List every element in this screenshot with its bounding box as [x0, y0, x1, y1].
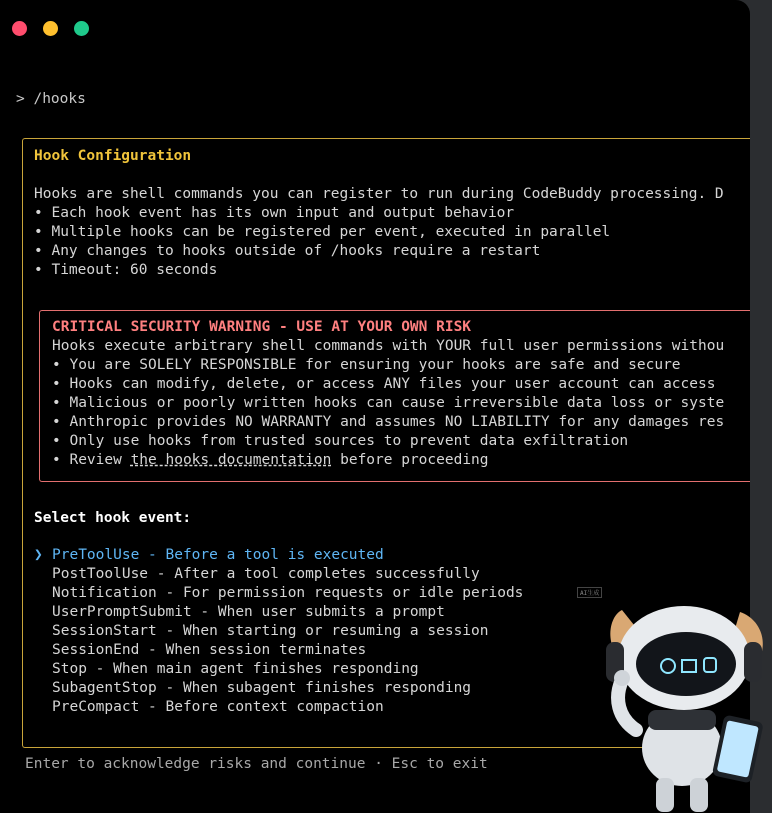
warning-title: CRITICAL SECURITY WARNING - USE AT YOUR OWN RISK — [52, 319, 472, 335]
hook-event-option[interactable]: SubagentStop - When subagent finishes responding — [52, 680, 472, 696]
warning-bullet: • Hooks can modify, delete, or access ANY files your user account can access — [52, 376, 716, 392]
hook-event-option[interactable]: SessionEnd - When session terminates — [52, 642, 367, 658]
info-bullet: • Each hook event has its own input and output behavior — [34, 205, 515, 221]
robot-mascot-icon — [600, 598, 772, 813]
info-bullet: • Timeout: 60 seconds — [34, 262, 218, 278]
hook-event-option[interactable]: Notification - For permission requests or idle periods — [52, 585, 524, 601]
hooks-documentation-link[interactable]: the hooks documentation — [130, 452, 332, 468]
warning-bullet: • Anthropic provides NO WARRANTY and assumes NO LIABILITY for any damages res — [52, 414, 725, 430]
hook-event-option[interactable]: PostToolUse - After a tool completes successfully — [52, 566, 480, 582]
warning-bullet — [52, 451, 489, 470]
warning-bullet: • Malicious or poorly written hooks can cause irreversible data loss or syste — [52, 395, 725, 411]
review-suffix: before proceeding — [331, 452, 489, 468]
info-bullet: • Multiple hooks can be registered per event, executed in parallel — [34, 224, 611, 240]
info-bullet: • Any changes to hooks outside of /hooks require a restart — [34, 243, 541, 259]
warning-lead: Hooks execute arbitrary shell commands with YOUR full user permissions withou — [52, 338, 725, 354]
select-cursor: ❯ — [34, 547, 43, 563]
hook-event-option[interactable]: PreCompact - Before context compaction — [52, 699, 384, 715]
footer-hint: Enter to acknowledge risks and continue · Esc to exit — [25, 756, 488, 772]
panel-title: Hook Configuration — [34, 148, 192, 164]
review-prefix: • Review — [52, 452, 131, 468]
command-prompt: > /hooks — [16, 91, 86, 107]
hook-event-option[interactable]: SessionStart - When starting or resuming a session — [52, 623, 489, 639]
warning-bullet: • You are SOLELY RESPONSIBLE for ensuring your hooks are safe and secure — [52, 357, 681, 373]
warning-bullet: • Only use hooks from trusted sources to prevent data exfiltration — [52, 433, 629, 449]
hook-event-option[interactable]: PreToolUse - Before a tool is executed — [52, 547, 384, 563]
hook-event-option[interactable]: Stop - When main agent finishes responding — [52, 661, 419, 677]
hook-event-option[interactable]: UserPromptSubmit - When user submits a prompt — [52, 604, 445, 620]
ai-generated-badge: AI生成 — [577, 587, 602, 598]
select-heading: Select hook event: — [34, 510, 192, 526]
intro-text: Hooks are shell commands you can register to run during CodeBuddy processing. D — [34, 186, 724, 202]
